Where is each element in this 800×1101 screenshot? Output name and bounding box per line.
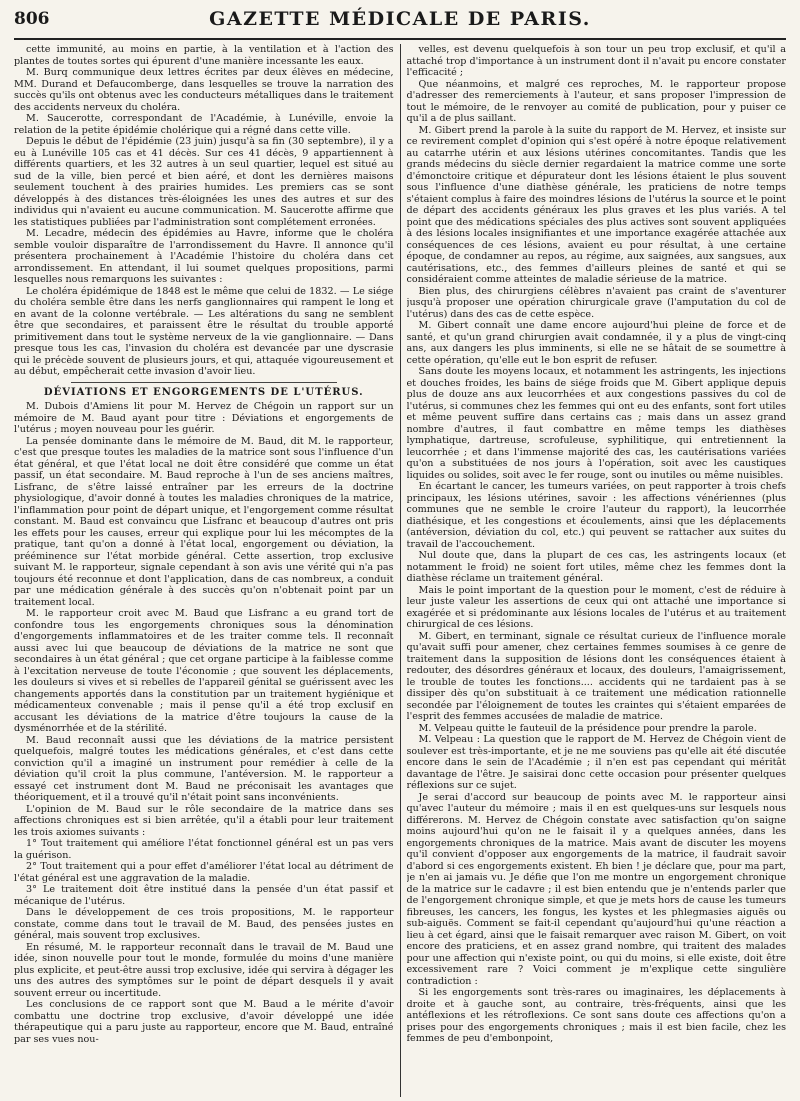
paragraph: Les conclusions de ce rapport sont que M. Baud a le mérite d'avoir combattu une doctrine trop exclusive, d'avoir développé une idée thérapeutique qui a paru juste au rapporteur, encore que M. Baud, entraîné par ses vues nou- [14,999,394,1045]
paragraph: L'opinion de M. Baud sur le rôle secondaire de la matrice dans ses affections chroniques est si bien arrêtée, qu'il a établi pour leur traitement les trois axiomes suivants : [14,803,394,838]
paragraph: 1° Tout traitement qui améliore l'état fonctionnel général est un pas vers la guérison. [14,838,394,861]
paragraph: Que néanmoins, et malgré ces reproches, M. le rapporteur propose d'adresser des remerciements à l'auteur, et sans proposer l'impression de tout le mémoire, de le renvoyer au comité de publication, pour y puiser ce qu'il a de plus saillant. [406,78,786,124]
paragraph: M. Velpeau quitte le fauteuil de la présidence pour prendre la parole. [418,722,757,734]
paragraph: M. Lecadre, médecin des épidémies au Havre, informe que le choléra semble vouloir disparaître de l'arrondissement du Havre. Il annonce qu'il présentera prochainement à l'Académie l'histoire du choléra dans cet arrondissement. En attendant, il lui soumet quelques propositions, parmi lesquelles nous remarquons les suivantes : [14,228,394,285]
paragraph: Je serai d'accord sur beaucoup de points avec M. le rapporteur ainsi qu'avec l'auteur du mémoire ; mais il en est quelques-uns sur lesquels nous différerons. M. Hervez de Chégoin constate avec satisfaction qu'on saigne moins aujourd'hui qu'on ne le faisait il y a quelques années, dans les engorgements chroniques de la matrice. Mais avant de discuter les moyens qu'il convient d'opposer aux engorgements de la matrice, il faudrait savoir d'abord si ces engorgements existent. Eh bien ! je déclare que, pour ma part, je n'en ai jamais vu. Je défie que l'on me montre un engorgement chronique de la matrice sur le cadavre ; il est bien entendu que je n'entends parler que de l'engorgement chronique simple, et que je mets hors de cause les tumeurs fibreuses, les cancers, les fongus, les kystes et les phlegmasies aiguës ou sub-aiguës. Comment se fait-il cependant qu'aujourd'hui qu'une réaction a lieu à cet égard, ainsi que le faisait remarquer avec raison M. Gibert, on voit encore des praticiens, et en assez grand nombre, qui traitent des malades pour une affection qui n'existe point, ou qui du moins, si elle existe, doit être excessivement rare ? Voici comment je m'explique cette singulière contradiction : [406,791,786,987]
right-column [407,44,787,1097]
paragraph: M. le rapporteur croit avec M. Baud que Lisfranc a eu grand tort de confondre tous les engorgements chroniques sous la dénomination d'engorgements inflammatoires et de les traiter comme tels. Il reconnaît aussi avec lui que beaucoup de déviations de la matrice ne sont que secondaires à un état général ; que cet organe participe à la faiblesse comme à l'excitation nerveuse de toute l'économie ; que souvent les déplacements, les douleurs si vives et si rebelles de l'appareil génital se guérissent avec les changements apportés dans la constitution par un traitement hygiénique et médicamenteux convenable ; mais il pense qu'il a été trop exclusif en accusant les déviations de la matrice d'être toujours la cause de la dysménorrhée et de la stérilité. [14,608,394,734]
page-header [14,0,786,40]
paragraph: M. Gibert prend la parole à la suite du rapport de M. Hervez, et insiste sur ce revirement complet d'opinion qui s'est opéré à notre époque relativement au catarrhe utérin et aux lésions utérines concomitantes. Tandis que les grands médecins du siècle dernier regardaient la matrice comme une sorte d'émonctoire critique et dépurateur dont les lésions étaient le plus souvent sous l'influence d'une diathèse générale, les praticiens de notre temps s'étaient complus à faire des moindres lésions de l'utérus la source et le point de départ des accidents généraux les plus graves et les plus variés. A tel point que des médications spéciales des plus actives sont souvent appliquées à des lésions locales insignifiantes et une importance exagérée attachée aux conséquences de ces lésions, avaient eu pour résultat, à une certaine époque, de condamner au repos, au régime, aux saignées, aux sangsues, aux cautérisations, etc., des femmes d'ailleurs pleines de santé et qui se considéraient comme atteintes de maladie sérieuse de la matrice. [406,124,786,285]
paragraph: M. Burq communique deux lettres écrites par deux élèves en médecine, MM. Durand et Defaucomberge, dans lesquelles se trouve la narration des succès qu'ils ont obtenus avec les conducteurs métalliques dans le traitement des accidents nerveux du choléra. [14,67,394,113]
paragraph: M. Gibert connaît une dame encore aujourd'hui pleine de force et de santé, et qu'un grand chirurgien avait condamnée, il y a plus de vingt-cinq ans, aux dangers les plus imminents, si elle ne se hâtait de se soumettre à cette opération, qu'elle eut le bon esprit de refuser. [406,320,786,366]
paragraph: En écartant le cancer, les tumeurs variées, on peut rapporter à trois chefs principaux, les lésions utérines, savoir : les affections vénériennes (plus communes que ne semble le croire l'auteur du rapport), la leucorrhée diathésique, et les congestions et écoulements, ainsi que les déplacements (antéversion, déviation du col, etc.) qui peuvent se rattacher aux suites du travail de l'accouchement. [406,481,786,550]
columns [14,44,786,1097]
paragraph: La pensée dominante dans le mémoire de M. Baud, dit M. le rapporteur, c'est que presque toutes les maladies de la matrice sont sous l'influence d'un état général, et que l'état local ne doit être considéré que comme un état passif, un état secondaire. M. Baud reproche à l'un de ses anciens maîtres, Lisfranc, de s'être laissé entraîner par les erreurs de la doctrine physiologique, d'avoir donné à toutes les maladies chroniques de la matrice, l'inflammation pour point de départ unique, et l'engorgement comme résultat constant. M. Baud est convaincu que Lisfranc et beaucoup d'autres ont pris les effets pour les causes, erreur qui explique pour lui les mécomptes de la pratique, tant qu'on a donné à l'état local, engorgement ou déviation, la prééminence sur l'état morbide général. Cette assertion, trop exclusive suivant M. le rapporteur, signale cependant à son avis une vérité qui n'a pas toujours été reconnue et dont l'application, dans de cas nombreux, a conduit par une médication générale à des succès qu'on n'obtenait point par un traitement local. [14,435,394,608]
paragraph: M. Gibert, en terminant, signale ce résultat curieux de l'influence morale qu'avait suffi pour amener, chez certaines femmes soumises à ce genre de traitement dans la supposition de lésions dont les conséquences étaient à redouter, des désordres généraux et locaux, des douleurs, l'amaigrissement, le trouble de toutes les fonctions.... accidents qui ne tardaient pas à se dissiper dès qu'on substituait à ce traitement une médication rationnelle secondée par l'éloignement de toutes les craintes qui s'étaient emparées de l'esprit des femmes accusées de maladie de matrice. [406,630,786,722]
paragraph: M. Velpeau : La question que le rapport de M. Hervez de Chégoin vient de soulever est très-importante, et je ne me souviens pas qu'elle ait été discutée encore dans le sein de l'Académie ; il n'en est pas cependant qui méritât davantage de l'être. Je saisirai donc cette occasion pour présenter quelques réflexions sur ce sujet. [406,734,786,791]
paragraph: Si les engorgements sont très-rares ou imaginaires, les déplacements à droite et à gauche sont, au contraire, très-fréquents, ainsi que les antéflexions et les rétroflexions. Ce sont sans doute ces affections qu'on a prises pour des engorgements chroniques ; mais il est bien facile, chez les femmes de peu d'embonpoint, [406,987,786,1044]
paragraph: 3° Le traitement doit être institué dans la pensée d'un état passif et mécanique de l'utérus. [14,884,394,907]
section-rule [71,382,337,383]
paragraph: Dans le développement de ces trois propositions, M. le rapporteur constate, comme dans tout le travail de M. Baud, des pensées justes en général, mais souvent trop exclusives. [14,907,394,941]
column-divider [400,44,401,1097]
section-title: DÉVIATIONS ET ENGORGEMENTS DE L'UTÉRUS. [43,386,364,398]
paragraph: cette immunité, au moins en partie, à la ventilation et à l'action des plantes de toutes sortes qui épurent d'une manière incessante les eaux. [14,44,394,67]
paragraph: M. Dubois d'Amiens lit pour M. Hervez de Chégoin un rapport sur un mémoire de M. Baud ayant pour titre : Déviations et engorgements de l'utérus ; moyen nouveau pour les guérir. [14,401,394,435]
paragraph: En résumé, M. le rapporteur reconnaît dans le travail de M. Baud une idée, sinon nouvelle pour tout le monde, formulée du moins d'une manière plus explicite, et peut-être aussi trop exclusive, idée qui servira à dégager les uns des autres des symptômes sur le point de départ desquels il y avait souvent erreur ou incertitude. [14,941,394,999]
journal-title: GAZETTE MÉDICALE DE PARIS. [209,8,591,30]
paragraph: 2° Tout traitement qui a pour effet d'améliorer l'état local au détriment de l'état général est une aggravation de la maladie. [14,861,394,884]
paragraph: Le choléra épidémique de 1848 est le même que celui de 1832. — Le siége du choléra semble être dans les nerfs ganglionnaires qui rampent le long et en avant de la colonne vertébrale. — Les altérations du sang ne semblent être que secondaires, et paraissent être le résultat du trouble apporté primitivement dans tout le système nerveux de la vie ganglionnaire. — Dans presque tous les cas, l'invasion du choléra est devancée par une dyscrasie qui le précède souvent de plusieurs jours, et qui, attaquée vigoureusement et au début, empêcherait cette invasion d'avoir lieu. [14,285,394,377]
paragraph: velles, est devenu quelquefois à son tour un peu trop exclusif, et qu'il a attaché trop d'importance à un instrument dont il n'avait pu encore constater l'efficacité ; [406,44,786,78]
paragraph: Bien plus, des chirurgiens célèbres n'avaient pas craint de s'aventurer jusqu'à proposer une opération chirurgicale grave (l'amputation du col de l'utérus) dans des cas de cette espèce. [406,285,786,320]
paragraph: Nul doute que, dans la plupart de ces cas, les astringents locaux (et notamment le froid) ne soient fort utiles, même chez les femmes dont la diathèse réclame un traitement général. [406,550,786,584]
paragraph: M. Saucerotte, correspondant de l'Académie, à Lunéville, envoie la relation de la petite épidémie cholérique qui a régné dans cette ville. [14,113,394,136]
paragraph: M. Baud reconnaît aussi que les déviations de la matrice persistent quelquefois, malgré toutes les médications générales, et c'est dans cette conviction qu'il a imaginé un instrument pour remédier à celle de la déviation qu'il croit la plus commune, l'antéversion. M. le rapporteur a essayé cet instrument dont M. Baud ne préconisait les avantages que théoriquement, et il a trouvé qu'il n'était point sans inconvénients. [14,734,394,803]
paragraph: Sans doute les moyens locaux, et notamment les astringents, les injections et douches froides, les bains de siége froids que M. Gibert applique depuis plus de douze ans aux leucorrhées et aux congestions passives du col de l'utérus, si communes chez les femmes qui ont eu des enfants, sont fort utiles et même peuvent suffire dans certains cas ; mais dans un assez grand nombre d'autres, il faut combattre en même temps les diathèses lymphatique, dartreuse, scrofuleuse, syphilitique, qui entretiennent la leucorrhée ; et dans l'immense majorité des cas, les cautérisations variées qu'on a substituées de nos jours à l'opération, soit avec les caustiques liquides ou solides, soit avec le fer rouge, sont ou inutiles ou même nuisibles. [406,366,786,481]
paragraph: Depuis le début de l'épidémie (23 juin) jusqu'à sa fin (30 septembre), il y a eu à Lunéville 105 cas et 41 décès. Sur ces 41 décès, 9 appartiennent à différents quartiers, et les 32 autres à un seul quartier, lequel est situé au sud de la ville, bien percé et bien aéré, et dont les dernières maisons seulement touchent à des prairies humides. Les premiers cas se sont développés à des distances très-éloignées les unes des autres et sur des individus qui n'avaient eu aucune communication. M. Saucerotte affirme que les statistiques publiées par l'administration sont complétement erronées. [14,136,394,228]
paragraph: Mais le point important de la question pour le moment, c'est de réduire à leur juste valeur les assertions de ceux qui ont attaché une importance si exagérée et si prédominante aux lésions locales de l'utérus et au traitement chirurgical de ces lésions. [406,584,786,630]
page-number: 806 [14,9,50,29]
left-column [14,44,394,1097]
